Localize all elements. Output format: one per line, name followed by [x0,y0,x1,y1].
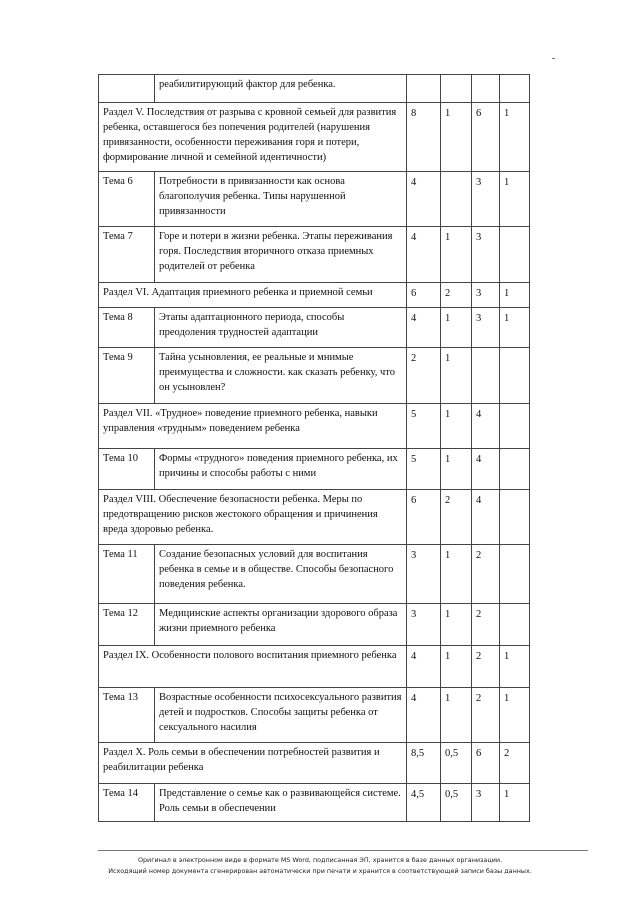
hours-lecture: 0,5 [441,743,472,784]
hours-practice: 6 [472,743,500,784]
topic-label: Тема 12 [99,604,155,646]
topic-label: Тема 7 [99,227,155,283]
hours-total: 6 [407,283,441,308]
topic-row [99,604,530,646]
hours-practice: 4 [472,404,500,449]
hours-lecture: 1 [441,348,472,404]
topic-title: Потребности в привязанности как основа благополучия ребенка. Типы нарушенной привязанности [155,172,407,227]
section-title: Раздел IX. Особенности полового воспитания приемного ребенка [99,646,407,688]
section-row [99,743,530,784]
hours-total: 4 [407,227,441,283]
hours-lecture: 1 [441,449,472,490]
hours-total: 5 [407,404,441,449]
topic-row [99,449,530,490]
topic-label: Тема 11 [99,545,155,604]
topic-row [99,784,530,822]
hours-practice: 4 [472,490,500,545]
section-row [99,404,530,449]
section-title: Раздел VI. Адаптация приемного ребенка и приемной семьи [99,283,407,308]
hours-other: 2 [500,743,530,784]
hours-practice: 3 [472,784,500,822]
topic-row [99,75,530,103]
topic-row [99,348,530,404]
hours-total: 4 [407,646,441,688]
section-row [99,490,530,545]
topic-title: Формы «трудного» поведения приемного ребенка, их причины и способы работы с ними [155,449,407,490]
hours-other [500,604,530,646]
topic-label: Тема 14 [99,784,155,822]
topic-title: Этапы адаптационного периода, способы преодоления трудностей адаптации [155,308,407,348]
hours-other: 1 [500,283,530,308]
hours-lecture: 0,5 [441,784,472,822]
hours-total: 2 [407,348,441,404]
hours-other: 1 [500,646,530,688]
hours-lecture: 1 [441,545,472,604]
topic-title: Создание безопасных условий для воспитания ребенка в семье и в обществе. Способы безопасного поведения ребенка. [155,545,407,604]
hours-practice: 3 [472,308,500,348]
footer-divider [98,850,588,851]
hours-other [500,227,530,283]
topic-title: Тайна усыновления, ее реальные и мнимые преимущества и сложности. как сказать ребенку, что он усыновлен? [155,348,407,404]
hours-lecture: 1 [441,688,472,743]
topic-row [99,308,530,348]
hours-lecture: 1 [441,103,472,172]
topic-row [99,227,530,283]
topic-label: Тема 13 [99,688,155,743]
section-title: Раздел V. Последствия от разрыва с кровной семьей для развития ребенка, оставшегося без попечения родителей (нарушения привязанности, особенности переживания горя и потери, формирование личной и семейной идентичности) [99,103,407,172]
hours-other: 1 [500,103,530,172]
hours-practice: 3 [472,172,500,227]
hours-lecture: 1 [441,404,472,449]
hours-other [500,75,530,103]
footer-line-2: Исходящий номер документа сгенерирован автоматически при печати и хранится в соответствующей записи базы данных. [108,867,532,875]
topic-title: Возрастные особенности психосексуального развития детей и подростков. Способы защиты ребенка от сексуального насилия [155,688,407,743]
topic-label: Тема 9 [99,348,155,404]
topic-row [99,172,530,227]
hours-other [500,545,530,604]
section-row [99,283,530,308]
hours-total: 8,5 [407,743,441,784]
section-title: Раздел VII. «Трудное» поведение приемного ребенка, навыки управления «трудным» поведением ребенка [99,404,407,449]
hours-other [500,449,530,490]
hours-total: 6 [407,490,441,545]
hours-total: 5 [407,449,441,490]
hours-lecture [441,75,472,103]
curriculum-table [98,74,530,822]
hours-other [500,404,530,449]
topic-title: Представление о семье как о развивающейся системе. Роль семьи в обеспечении [155,784,407,822]
topic-label: Тема 10 [99,449,155,490]
section-title: Раздел X. Роль семьи в обеспечении потребностей развития и реабилитации ребенка [99,743,407,784]
hours-total: 3 [407,545,441,604]
hours-total: 4 [407,688,441,743]
topic-label [99,75,155,103]
topic-title: реабилитирующий фактор для ребенка. [155,75,407,103]
hours-total: 4 [407,172,441,227]
topic-label: Тема 8 [99,308,155,348]
footer-line-1: Оригинал в электронном виде в формате MS Word, подписанная ЭП, хранится в базе данных организации. [137,856,503,864]
scan-mark [552,58,555,59]
hours-total [407,75,441,103]
hours-practice [472,75,500,103]
hours-lecture: 1 [441,227,472,283]
hours-total: 8 [407,103,441,172]
hours-lecture: 1 [441,646,472,688]
topic-label: Тема 6 [99,172,155,227]
hours-lecture: 1 [441,308,472,348]
hours-practice: 4 [472,449,500,490]
hours-total: 4 [407,308,441,348]
hours-other [500,348,530,404]
hours-practice: 6 [472,103,500,172]
topic-title: Медицинские аспекты организации здорового образа жизни приемного ребенка [155,604,407,646]
hours-lecture: 2 [441,490,472,545]
section-row [99,103,530,172]
section-row [99,646,530,688]
hours-practice: 2 [472,604,500,646]
hours-practice: 3 [472,227,500,283]
hours-other: 1 [500,308,530,348]
hours-practice: 2 [472,688,500,743]
hours-practice: 3 [472,283,500,308]
topic-row [99,688,530,743]
hours-lecture: 2 [441,283,472,308]
hours-other: 1 [500,172,530,227]
hours-lecture [441,172,472,227]
hours-practice [472,348,500,404]
hours-other: 1 [500,688,530,743]
hours-total: 4,5 [407,784,441,822]
topic-row [99,545,530,604]
topic-title: Горе и потери в жизни ребенка. Этапы переживания горя. Последствия вторичного отказа приемных родителей от ребенка [155,227,407,283]
hours-other [500,490,530,545]
hours-practice: 2 [472,545,500,604]
hours-other: 1 [500,784,530,822]
hours-total: 3 [407,604,441,646]
hours-lecture: 1 [441,604,472,646]
section-title: Раздел VIII. Обеспечение безопасности ребенка. Меры по предотвращению рисков жестокого обращения и причинения вреда здоровью ребенка. [99,490,407,545]
hours-practice: 2 [472,646,500,688]
